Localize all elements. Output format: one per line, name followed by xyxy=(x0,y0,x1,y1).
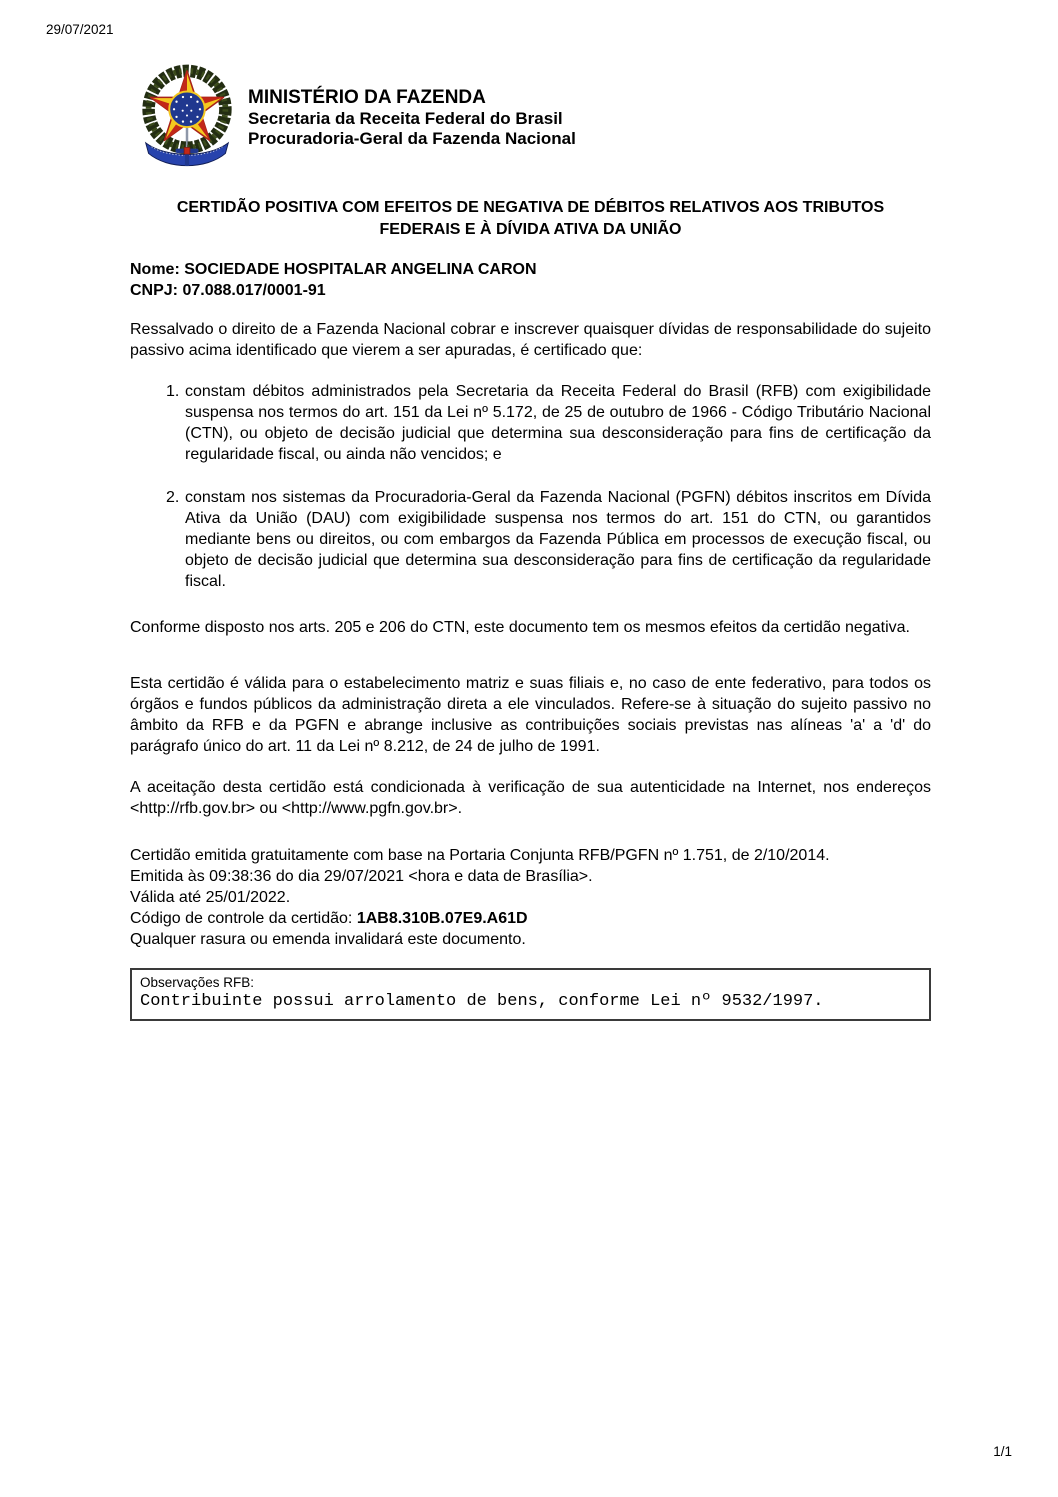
control-code-value: 1AB8.310B.07E9.A61D xyxy=(356,910,528,927)
document-title-line1: CERTIDÃO POSITIVA COM EFEITOS DE NEGATIVA DE DÉBITOS RELATIVOS AOS TRIBUTOS xyxy=(176,199,885,216)
list-item-1-text: constam débitos administrados pela Secretaria da Receita Federal do Brasil (RFB) com exigibilidade suspensa nos termos do art. 151 da Lei nº 5.172, de 25 de outubro de 1966 - Código Tributário Nacional (CTN), ou objeto de decisão judicial que determina sua desconsideração para fins de certificação da regularidade fiscal, ou ainda não vencidos; e xyxy=(185,383,931,463)
control-code-line xyxy=(130,908,931,929)
validity-line: Válida até 25/01/2022. xyxy=(130,889,291,906)
ctn-effects-paragraph: Conforme disposto nos arts. 205 e 206 do CTN, este documento tem os mesmos efeitos da certidão negativa. xyxy=(130,619,910,636)
name-value: SOCIEDADE HOSPITALAR ANGELINA CARON xyxy=(184,261,537,278)
attorney-general-name: Procuradoria-Geral da Fazenda Nacional xyxy=(248,129,576,148)
secretariat-name: Secretaria da Receita Federal do Brasil xyxy=(248,109,563,128)
cnpj-label: CNPJ: xyxy=(130,282,183,299)
issuing-organization xyxy=(248,88,576,149)
control-code-label: Código de controle da certidão: xyxy=(130,910,357,927)
document-title-line2: FEDERAIS E À DÍVIDA ATIVA DA UNIÃO xyxy=(379,221,682,238)
emission-basis-line: Certidão emitida gratuitamente com base na Portaria Conjunta RFB/PGFN nº 1.751, de 2/10/2014. xyxy=(130,847,830,864)
observations-content: Contribuinte possui arrolamento de bens, conforme Lei nº 9532/1997. xyxy=(140,992,824,1011)
name-label: Nome: xyxy=(130,261,185,278)
list-item-2-number: 2. xyxy=(166,489,180,506)
cnpj-value: 07.088.017/0001-91 xyxy=(182,282,326,299)
taxpayer-cnpj-line xyxy=(130,280,931,301)
list-item-1-number: 1. xyxy=(166,383,180,400)
brazil-coat-of-arms-icon xyxy=(139,62,235,170)
emission-datetime-line: Emitida às 09:38:36 do dia 29/07/2021 <hora e data de Brasília>. xyxy=(130,868,593,885)
validity-scope-paragraph: Esta certidão é válida para o estabelecimento matriz e suas filiais e, no caso de ente federativo, para todos os órgãos e fundos públicos da administração direta a ele vinculados. Refere-se à situação do sujeito passivo no âmbito da RFB e da PGFN e abrange inclusive as contribuições sociais previstas nas alíneas 'a' a 'd' do parágrafo único do art. 11 da Lei nº 8.212, de 24 de julho de 1991. xyxy=(130,675,931,755)
taxpayer-name-line xyxy=(130,259,931,280)
print-date: 29/07/2021 xyxy=(46,22,114,37)
list-item-1 xyxy=(130,381,931,465)
rfb-observations-box xyxy=(130,968,931,1021)
list-item-2 xyxy=(130,487,931,592)
list-item-2-text: constam nos sistemas da Procuradoria-Geral da Fazenda Nacional (PGFN) débitos inscritos em Dívida Ativa da União (DAU) com exigibilidade suspensa nos termos do art. 151 do CTN, ou garantidos mediante bens ou direitos, ou com embargos da Fazenda Pública em processos de execução fiscal, ou objeto de decisão judicial que determina sua desconsideração para fins de certificação da regularidade fiscal. xyxy=(185,489,931,590)
tamper-warning-line: Qualquer rasura ou emenda invalidará este documento. xyxy=(130,931,526,948)
document-title xyxy=(130,197,931,241)
observations-label: Observações RFB: xyxy=(140,975,255,990)
emission-details xyxy=(130,845,931,950)
intro-paragraph: Ressalvado o direito de a Fazenda Nacional cobrar e inscrever quaisquer dívidas de responsabilidade do sujeito passivo acima identificado que vierem a ser apuradas, é certificado que: xyxy=(130,321,931,359)
acceptance-paragraph: A aceitação desta certidão está condicionada à verificação de sua autenticidade na Internet, nos endereços <http://rfb.gov.br> ou <http://www.pgfn.gov.br>. xyxy=(130,779,931,817)
taxpayer-identification xyxy=(130,259,931,301)
page-number: 1/1 xyxy=(993,1444,1012,1459)
ministry-name: MINISTÉRIO DA FAZENDA xyxy=(248,87,486,108)
